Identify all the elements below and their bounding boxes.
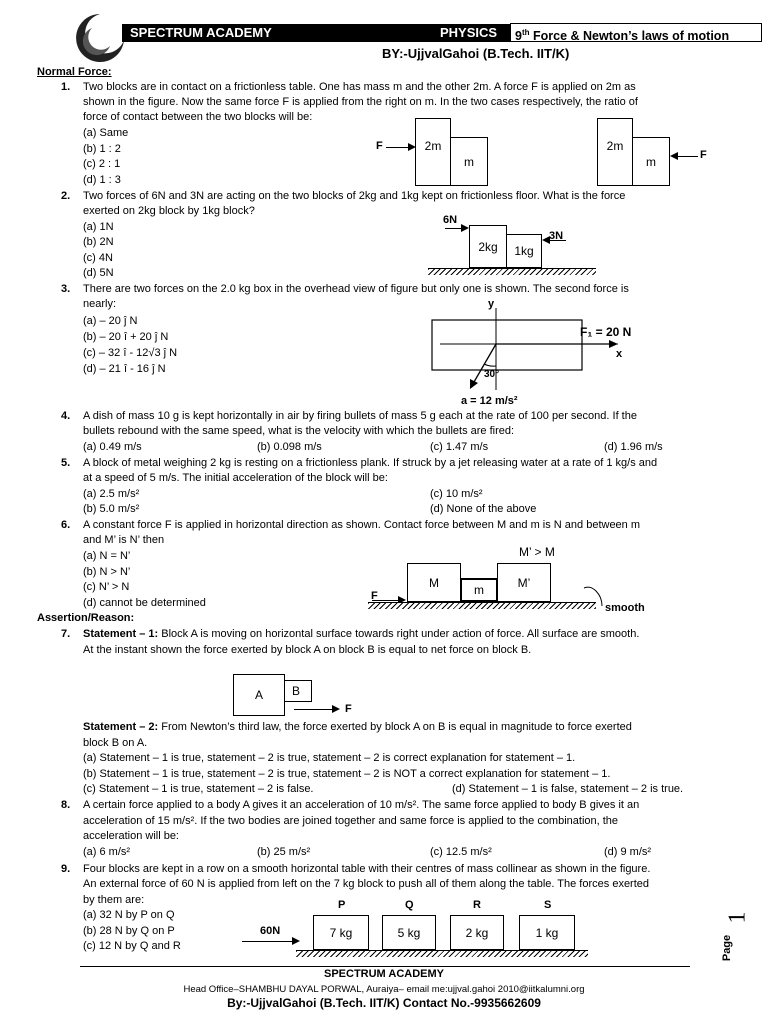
q6-smooth-pointer — [582, 584, 606, 610]
q3-x-axis-label: x — [616, 348, 623, 360]
q5-number: 5. — [61, 457, 71, 469]
subject-label: PHYSICS — [440, 25, 498, 40]
q1-fig1-block-m: m — [450, 137, 488, 186]
q9-text-1: Four blocks are kept in a row on a smooth horizontal table with their centres of mass collinear as shown in the figure. — [83, 863, 651, 875]
q3-y-axis-label: y — [488, 298, 495, 310]
q8-text-3: acceleration will be: — [83, 830, 179, 842]
q1-text-1: Two blocks are in contact on a frictionless table. One has mass m and the other 2m. A force F is applied on 2m as — [83, 81, 636, 93]
q5-option-d: (d) None of the above — [430, 503, 537, 515]
q6-option-b: (b) N > N’ — [83, 566, 131, 578]
topic-box: 9th Force & Newton’s laws of motion — [510, 23, 762, 42]
q4-text-1: A dish of mass 10 g is kept horizontally in air by firing bullets of mass 5 g each at the rate of 100 per second. If the — [83, 410, 637, 422]
q2-option-d: (d) 5N — [83, 267, 114, 279]
q8-number: 8. — [61, 799, 71, 811]
q6-block-M-prime: M’ — [497, 563, 551, 602]
q6-number: 6. — [61, 519, 71, 531]
q6-force-label: F — [371, 590, 378, 602]
q8-option-b: (b) 25 m/s² — [257, 846, 311, 858]
q1-number: 1. — [61, 81, 71, 93]
q6-force-arrow — [372, 600, 404, 601]
q7-force-label: F — [345, 703, 352, 715]
q6-option-a: (a) N = N’ — [83, 550, 131, 562]
q7-option-b: (b) Statement – 1 is true, statement – 2 is true, statement – 2 is NOT a correct explanation for statement – 1. — [83, 768, 611, 780]
q1-fig2-block-m: m — [632, 137, 670, 186]
q7-statement2-line2: block B on A. — [83, 737, 148, 749]
q7-statement1-line2: At the instant shown the force exerted by block A on block B is equal to net force on block B. — [83, 644, 532, 656]
q8-text-2: acceleration of 15 m/s². If the two bodies are joined together and same force is applied to the combination, the — [83, 815, 619, 827]
q6-block-M: M — [407, 563, 461, 602]
author-line: BY:-UjjvalGahoi (B.Tech. IIT/K) — [382, 46, 570, 61]
q6-ground — [368, 602, 596, 609]
q2-text-2: exerted on 2kg block by 1kg block? — [83, 205, 255, 217]
q4-option-d: (d) 1.96 m/s — [604, 441, 663, 453]
q3-option-a: (a) – 20 ĵ N — [83, 315, 138, 327]
q7-force-arrow — [294, 709, 338, 710]
q1-option-b: (b) 1 : 2 — [83, 143, 121, 155]
q9-option-c: (c) 12 N by Q and R — [83, 940, 181, 952]
q1-text-3: force of contact between the two blocks will be: — [83, 111, 313, 123]
q9-option-b: (b) 28 N by Q on P — [83, 925, 175, 937]
q7-option-c: (c) Statement – 1 is true, statement – 2 is false. — [83, 783, 314, 795]
q9-block-2kg: 2 kg — [450, 915, 504, 950]
q9-block-1kg: 1 kg — [519, 915, 575, 950]
q9-force-arrow — [242, 941, 298, 942]
q7-statement2-line1: Statement – 2: From Newton’s third law, the force exerted by block A on B is equal in magnitude to force exerted — [83, 721, 632, 733]
q4-number: 4. — [61, 410, 71, 422]
q2-text-1: Two forces of 6N and 3N are acting on the two blocks of 2kg and 1kg kept on frictionless floor. What is the force — [83, 190, 626, 202]
q9-option-a: (a) 32 N by P on Q — [83, 909, 175, 921]
q5-option-c: (c) 10 m/s² — [430, 488, 483, 500]
q3-option-c: (c) – 32 î - 12√3 ĵ N — [83, 347, 178, 359]
page-number: Page 1 — [721, 911, 751, 962]
q2-force-3n: 3N — [549, 230, 564, 242]
footer-office: Head Office–SHAMBHU DAYAL PORWAL, Auraiya– email me:ujjval.gahoi 2010@iitkalumni.org — [183, 984, 585, 995]
q9-text-2: An external force of 60 N is applied from left on the 7 kg block to push all of them along the table. The forces exerted — [83, 878, 650, 890]
q5-option-a: (a) 2.5 m/s² — [83, 488, 140, 500]
q9-block-5kg: 5 kg — [382, 915, 436, 950]
q2-number: 2. — [61, 190, 71, 202]
q9-label-S: S — [544, 899, 552, 911]
q4-option-a: (a) 0.49 m/s — [83, 441, 142, 453]
academy-logo — [70, 10, 126, 66]
q5-option-b: (b) 5.0 m/s² — [83, 503, 140, 515]
q3-force-label: F₁ = 20 N — [580, 325, 632, 339]
q6-option-c: (c) N’ > N — [83, 581, 130, 593]
q2-ground — [428, 268, 596, 275]
q6-text-1: A constant force F is applied in horizontal direction as shown. Contact force between M and m is N and between m — [83, 519, 641, 531]
q1-fig2-force-label: F — [700, 149, 707, 161]
q3-option-d: (d) – 21 î - 16 ĵ N — [83, 363, 166, 375]
q9-block-7kg: 7 kg — [313, 915, 369, 950]
q7-block-A: A — [233, 674, 285, 716]
q8-text-1: A certain force applied to a body A gives it an acceleration of 10 m/s². The same force applied to body B gives it an — [83, 799, 640, 811]
q9-label-P: P — [338, 899, 346, 911]
q1-fig2-arrow — [672, 156, 698, 157]
q2-option-a: (a) 1N — [83, 221, 114, 233]
q4-option-b: (b) 0.098 m/s — [257, 441, 322, 453]
q8-option-d: (d) 9 m/s² — [604, 846, 652, 858]
q9-text-3: by them are: — [83, 894, 145, 906]
q6-option-d: (d) cannot be determined — [83, 597, 206, 609]
q6-block-m: m — [460, 578, 498, 602]
footer-divider — [80, 966, 690, 967]
q5-text-1: A block of metal weighing 2 kg is resting on a frictionless plank. If struck by a jet releasing water at a rate of 1 kg/s and — [83, 457, 658, 469]
q3-text-1: There are two forces on the 2.0 kg box in the overhead view of figure but only one is shown. The second force is — [83, 283, 629, 295]
q7-block-B: B — [284, 680, 312, 702]
q2-force-6n: 6N — [443, 214, 458, 226]
q8-option-a: (a) 6 m/s² — [83, 846, 131, 858]
q1-fig1-block-2m: 2m — [415, 118, 451, 186]
q2-option-b: (b) 2N — [83, 236, 114, 248]
q1-option-c: (c) 2 : 1 — [83, 158, 121, 170]
q7-statement1-line1: Statement – 1: Block A is moving on horizontal surface towards right under action of force. All surface are smooth. — [83, 628, 640, 640]
footer-contact: By:-UjjvalGahoi (B.Tech. IIT/K) Contact No.-9935662609 — [227, 996, 541, 1010]
q6-smooth-label: smooth — [605, 602, 645, 614]
q8-option-c: (c) 12.5 m/s² — [430, 846, 492, 858]
q1-text-2: shown in the figure. Now the same force F is applied from the right on m. In the two cases respectively, the ratio of — [83, 96, 638, 108]
q1-fig1-force-label: F — [376, 140, 383, 152]
q1-option-d: (d) 1 : 3 — [83, 174, 121, 186]
q3-option-b: (b) – 20 î + 20 ĵ N — [83, 331, 169, 343]
q3-figure — [420, 294, 640, 406]
q9-force-label: 60N — [260, 925, 281, 937]
q7-number: 7. — [61, 628, 71, 640]
q9-label-R: R — [473, 899, 481, 911]
q3-accel-label: a = 12 m/s² — [461, 395, 518, 407]
q3-number: 3. — [61, 283, 71, 295]
q3-angle-label: 30° — [484, 369, 500, 380]
academy-name: SPECTRUM ACADEMY — [130, 25, 272, 40]
q4-text-2: bullets rebound with the same speed, what is the velocity with which the bullets are fired: — [83, 425, 515, 437]
section-assertion-reason: Assertion/Reason: — [37, 612, 135, 624]
q6-text-2: and M’ is N’ then — [83, 534, 165, 546]
q1-fig2-block-2m: 2m — [597, 118, 633, 186]
q6-condition: M’ > M — [519, 545, 555, 559]
q3-text-2: nearly: — [83, 298, 117, 310]
q5-text-2: at a speed of 5 m/s. The initial acceleration of the block will be: — [83, 472, 388, 484]
q2-option-c: (c) 4N — [83, 252, 113, 264]
q2-arrow-6n — [445, 228, 467, 229]
q1-option-a: (a) Same — [83, 127, 129, 139]
q9-ground — [296, 950, 588, 957]
q7-option-d: (d) Statement – 1 is false, statement – 2 is true. — [452, 783, 684, 795]
section-normal-force: Normal Force: — [37, 66, 112, 78]
q1-fig1-arrow — [386, 147, 414, 148]
q2-block-2kg: 2kg — [469, 225, 507, 268]
q9-label-Q: Q — [405, 899, 414, 911]
q9-number: 9. — [61, 863, 71, 875]
q7-option-a: (a) Statement – 1 is true, statement – 2 is true, statement – 2 is correct explanation for statement – 1. — [83, 752, 576, 764]
topic-title: Force & Newton’s laws of motion — [533, 29, 730, 44]
q4-option-c: (c) 1.47 m/s — [430, 441, 489, 453]
q2-block-1kg: 1kg — [506, 234, 542, 268]
footer-academy: SPECTRUM ACADEMY — [324, 968, 444, 980]
